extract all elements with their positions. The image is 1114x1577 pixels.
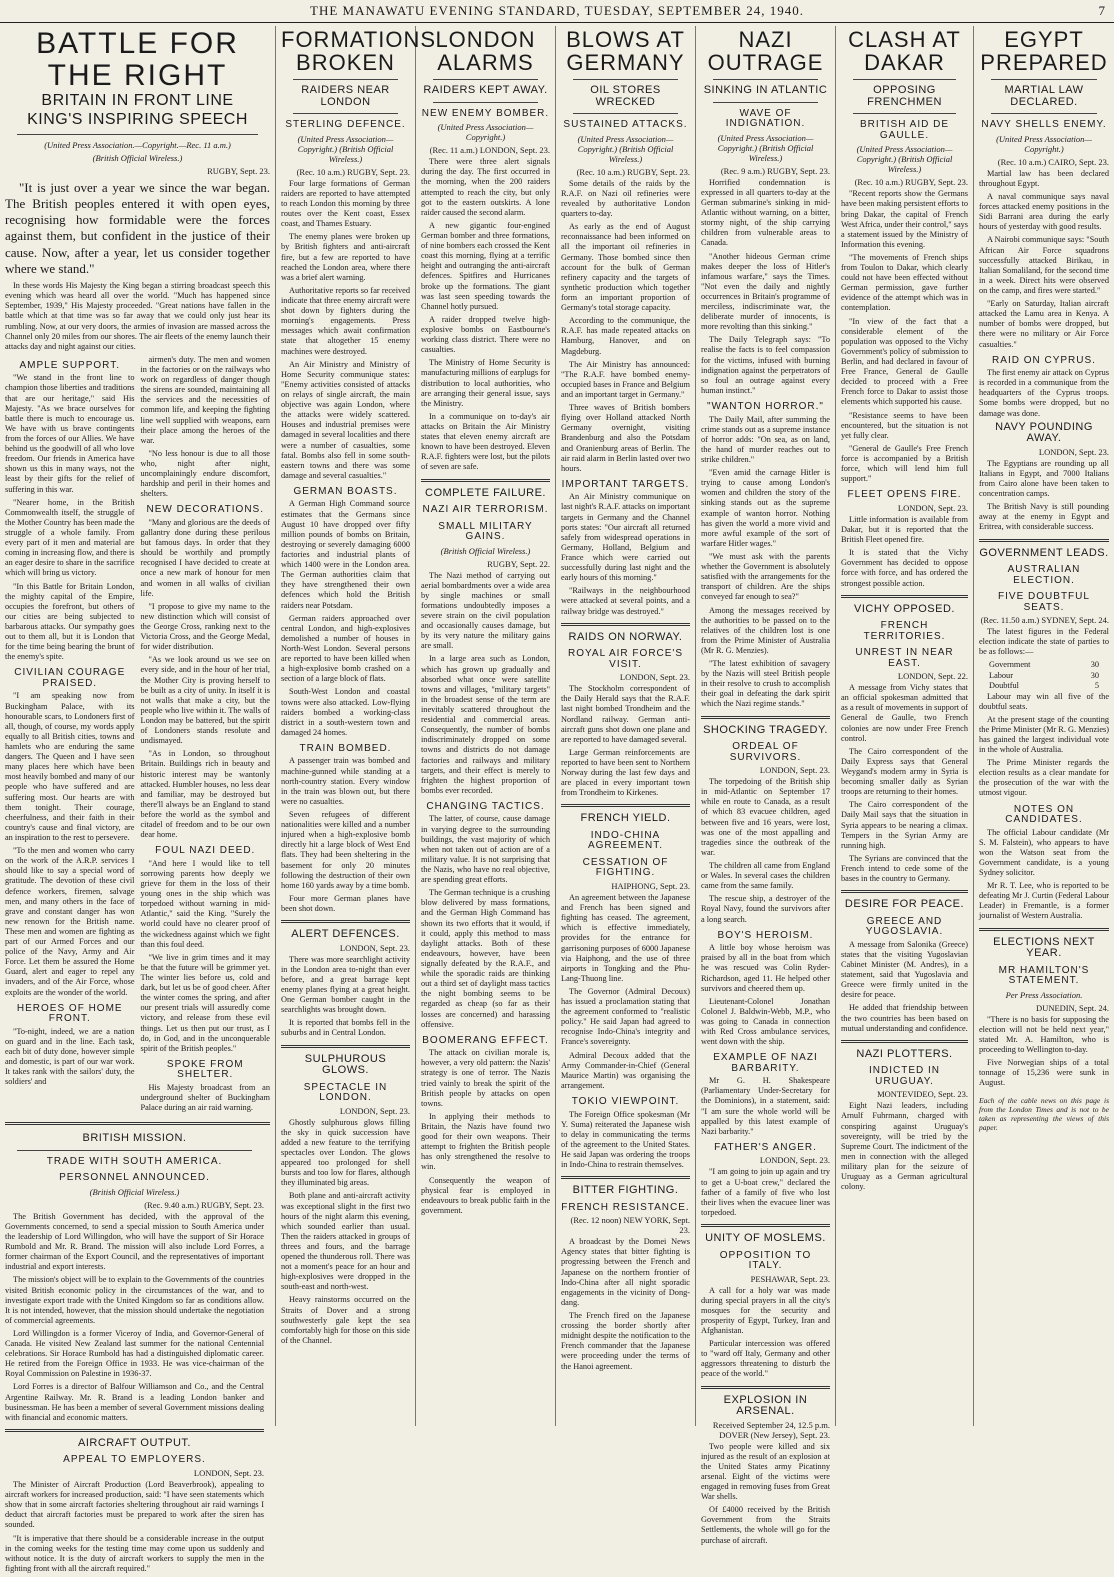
story-subheadline: OPPOSING FRENCHMEN: [867, 84, 942, 108]
article-paragraph: "Another hideous German crime makes deeper the loss of Hitler's infamous warfare," says the Times. "Not even the daily and nightly occurrences in Britain's programme of merciless, indiscriminate war, the deliberate murder of innocents, is more revolting than this sinking.": [701, 251, 830, 332]
section-subhead: RAID ON CYPRUS.: [992, 354, 1096, 366]
section-subhead: STERLING DEFENCE.: [285, 119, 406, 131]
article-paragraph: A broadcast by the Domei News Agency states that bitter fighting is progressing between the French and Japanese on the northern frontier of Indo-China after all night sporadic engagements in the vicinity of Dong-dang.: [561, 1237, 690, 1307]
article-paragraph: Ghostly sulphurous glows filling the sky in quick succession have added a new feature to the terrifying spectacles over London. The glows appeared too prolonged for shell bursts and too low for flares, although they illuminated big areas.: [281, 1117, 410, 1188]
section-subhead: OPPOSITION TO ITALY.: [719, 1249, 812, 1272]
table-row: [989, 671, 1099, 681]
section-subhead: GERMAN BOASTS.: [293, 485, 398, 497]
article-paragraph: A German High Command source estimates that the Germans since August 10 have dropped over fifty million pounds of bombs on Britain, destroying or severely damaging 6000 factories and industrial plants of which 1400 were in the London area. The German authorities claim that they have strengthened their own defences which hold the British raiders near Potsdam.: [281, 499, 410, 610]
article-paragraph: A message from Salonika (Greece) states that the visiting Yugoslavian Cabinet Minister (M. Andres), in a statement, said that Yugoslavia and Greece were firmly united in the desire for peace.: [841, 939, 968, 1000]
article-paragraph: A Nairobi communique says: "South African Air Force squadrons successfully attacked Birikau, in Italian Somaliland, for the second time in a week. Direct hits were observed on the camp, and fires were started.": [979, 235, 1109, 295]
article-paragraph: The French fired on the Japanese crossing the border shortly after midnight despite the notification to the French commander that the Japanese were proceeding under the terms of the Hanoi agreement.: [561, 1311, 690, 1371]
article-paragraph: It is stated that the Vichy Government has decided to oppose force with force, and has ordered the strongest possible action.: [841, 548, 968, 588]
dateline: LONDON, Sept. 23.: [339, 1105, 410, 1116]
section-subhead: HEROES OF HOME FRONT.: [16, 1002, 123, 1025]
story-headline: EXPLOSION IN ARSENAL.: [723, 1393, 808, 1418]
story-subheadline: RAIDERS NEAR LONDON: [301, 84, 390, 108]
article-paragraph: As early as the end of August reconnaissance had been informed on all the important oil refineries in Germany. Those bombed since then account for the bulk of German refinery capacity and the targets of synthetic production which together form an important proportion of Germany's total storage capacity.: [561, 222, 690, 313]
dateline: LONDON, Sept. 23.: [619, 672, 690, 683]
dateline: (Rec. 10 a.m.) CAIRO, Sept. 23.: [997, 156, 1109, 167]
article-paragraph: Seven refugees of different nationalities were killed and a number injured when a high-explosive bomb directly hit a large block of West End flats. They had been sheltering in the basement for only 20 minutes following the destruction of their own home 160 yards away by a time bomb.: [281, 810, 410, 890]
article-paragraph: The enemy planes were broken up by British fighters and anti-aircraft fire, but a few are reported to have reached the London area, where there was a brief alert warning.: [281, 232, 410, 282]
section-subhead: TRAIN BOMBED.: [299, 742, 392, 754]
row-value: 5: [1094, 681, 1099, 691]
article-paragraph: "We live in grim times and it may be that the future will be grimmer yet. The winter lies before us, cold and dark, but let us be of good cheer. After the winter comes the spring, and after our present trials will assuredly come victory, and release from these evil things. Let us then put our trust, as I do, in God, and in the unconquerable spirit of the British peoples.": [140, 952, 270, 1053]
article-paragraph: At the present stage of the counting the Prime Minister (Mr R. G. Menzies) has gained the largest individual vote in the whole of Australia.: [979, 714, 1109, 755]
story-headline: GOVERNMENT LEADS.: [979, 546, 1109, 559]
article-paragraph: A message from Vichy states that an official spokesman admitted that as a result of movements in support of General de Gaulle, two French colonies are now under Free French control.: [841, 683, 968, 743]
article-paragraph: The Daily Mail, after summing the crime stands out as a supreme instance of horror adds: "On sea, as on land, the hand of murder reaches out to strike children.": [701, 414, 830, 464]
divider: [841, 595, 968, 598]
section-subhead: EXAMPLE OF NAZI BARBARITY.: [713, 1052, 818, 1074]
article-paragraph: The Cairo correspondent of the Daily Express says that General Weygand's modern army in Syria is becoming smaller daily as Syrian troops are returning to their homes.: [841, 746, 968, 797]
divider: [293, 79, 398, 80]
article-paragraph: Admiral Decoux added that the Army Commander-in-Chief (General Maurice Martin) was organising the arrangement.: [561, 1050, 690, 1090]
section-subhead: WAVE OF INDIGNATION.: [725, 107, 806, 130]
divider: [701, 716, 830, 719]
section-subhead: PERSONNEL ANNOUNCED.: [59, 1172, 210, 1184]
article-paragraph: Four more German planes have been shot down.: [281, 893, 410, 913]
article-paragraph: The Air Ministry has announced: "The R.A.F. have bombed enemy-occupied bases in France and Belgium and an important target in Germany.": [561, 359, 690, 399]
section-subhead: SPECTACLE IN LONDON.: [303, 1081, 388, 1104]
lower-stories: [5, 1131, 270, 1577]
dateline: PESHAWAR, Sept. 23.: [750, 1273, 830, 1284]
article-paragraph: The mission's object will be to explain to the Governments of the countries visited British economic policy in the circumstances of the war, and to investigate export trade with the United Kingdom so far as conditions allow. It is not intended, however, that the mission should undertake the negotiation of commercial agreements.: [5, 1275, 264, 1325]
credit-line: Per Press Association.: [1005, 989, 1083, 1000]
story-headline: ELECTIONS NEXT YEAR.: [993, 935, 1095, 960]
masthead-title: THE MANAWATU EVENING STANDARD, TUESDAY, SEPTEMBER 24, 1940.: [310, 3, 804, 18]
lead-headline: BATTLE FOR THE RIGHT: [36, 27, 239, 92]
divider: [979, 539, 1109, 542]
dateline: MONTEVIDEO, Sept. 23.: [877, 1089, 968, 1100]
article-paragraph: Four large formations of German raiders are reported to have attempted to reach London this morning by three routes over the Kent coast, Essex coast, and Thames Estuary.: [281, 178, 410, 229]
article-paragraph: In applying their methods to Britain, the Nazis have found two good for their own weapons. Their attempt to frighten the British people has only strengthened the resolve to win.: [421, 1111, 550, 1172]
story-headline: AIRCRAFT OUTPUT.: [78, 1436, 191, 1449]
divider: [561, 623, 690, 626]
article-paragraph: "I am going to join up again and try to get a U-boat crew," declared the father of a family of five who lost their lives when the evacuee liner was torpedoed.: [701, 1167, 830, 1217]
section-subhead: GREECE AND YUGOSLAVIA.: [865, 915, 944, 938]
article-paragraph: "General de Gaulle's Free French force is accompanied by a British force, which will lend him full support.": [841, 443, 968, 484]
article-paragraph: An agreement between the Japanese and French has been signed and fighting has ceased. The agreement, which is effective immediately, provides for the entrance for garrisoning purposes of 6000 Japanese via Haiphong, and the use of three airports in Tongking and the Phu-Lang-Thuong line.: [561, 892, 690, 983]
body-subcolumn-right: [141, 355, 271, 1116]
story-headline: CLASH AT DAKAR: [848, 27, 961, 76]
dateline: LONDON, Sept. 23.: [897, 502, 968, 513]
story-subheadline: SINKING IN ATLANTIC: [703, 84, 828, 97]
section-subhead: NOTES ON CANDIDATES.: [1005, 803, 1083, 826]
state-of-parties-table: [979, 660, 1109, 691]
dateline: (Rec. 9.40 a.m.) RUGBY, Sept. 23.: [144, 1199, 264, 1210]
divider: [979, 928, 1109, 931]
article-paragraph: Among the messages received by the authorities to be passed on to the relatives of the children lost is one from the Prime Minister of Australia (Mr R. G. Menzies).: [701, 605, 830, 655]
story-headline: NAVY POUNDING AWAY.: [995, 420, 1093, 445]
story-headline: VICHY OPPOSED.: [854, 602, 955, 615]
dateline: HAIPHONG, Sept. 23.: [611, 880, 690, 891]
credit-line: (British Official Wireless.): [92, 152, 183, 163]
section-subhead: FOUL NAZI DEED.: [155, 845, 256, 857]
divider: [841, 1040, 968, 1043]
table-row: [989, 660, 1099, 670]
story-headline: NAZI PLOTTERS.: [856, 1047, 953, 1060]
row-label: Doubtful: [989, 681, 1019, 691]
divider: [991, 113, 1097, 114]
story-subheadline: MARTIAL LAW DECLARED.: [1004, 84, 1084, 108]
divider: [433, 79, 538, 80]
credit-line: (United Press Association—Copyright.): [996, 133, 1092, 154]
article-paragraph: The rescue ship, a destroyer of the Royal Navy, found the survivors after a long search.: [701, 894, 830, 924]
section-subhead: FIVE DOUBTFUL SEATS.: [998, 591, 1090, 613]
section-subhead: NEW ENEMY BOMBER.: [421, 107, 550, 119]
credit-line: (United Press Association—Copyright.) (British Official Wireless.): [577, 133, 674, 164]
section-subhead: TOKIO VIEWPOINT.: [571, 1096, 680, 1108]
article-paragraph: Five Norwegian ships of a total tonnage of 15,236 were sunk in August.: [979, 1058, 1109, 1088]
article-paragraph: Eight Nazi leaders, including Arnulf Fuhrmann, charged with conspiring against Uruguay's sovereignty, will be tried by the Supreme Court. The indictment of the men in connection with the alleged military plan for the seizure of Uruguay as a German agricultural colony.: [841, 1101, 968, 1192]
dateline: (Rec. 11.50 a.m.) SYDNEY, Sept. 24.: [980, 615, 1109, 626]
column-london-alarms: [416, 26, 556, 1426]
divider: [5, 1122, 270, 1125]
article-paragraph: An Air Ministry and Ministry of Home Security communique states: "Enemy activities consisted of attacks on relays of single aircraft, the main objective was again London, where the attacks were widely scattered. Houses and industrial premises were damaged in several localities and there were a number of casualties, some fatal. Bombs also fell in some south-eastern towns and there was some damage and several casualties.": [281, 359, 410, 480]
article-paragraph: Lord Forres is a director of Balfour Williamson and Co., and the Central Argentine Railway. Mr. R. Brand is a leading London banker and businessman. He has been a member of several Government missions dealing with financial and economic matters.: [5, 1382, 264, 1422]
article-paragraph: "Early on Saturday, Italian aircraft attacked the Lamu area in Kenya. A number of bombs were dropped, but there were no military or Air Force casualties.": [979, 299, 1109, 349]
article-paragraph: Two people were killed and six injured as the result of an explosion at the United States army Picatinny arsenal. Eight of the victims were engaged in removing fuses from Great War shells.: [701, 1441, 830, 1502]
article-paragraph: The attack on civilian morale is, however, a very old pattern: the Nazis' strategy is one of terror. The Nazis tried vainly to break the spirit of the British people by attacks on open towns.: [421, 1048, 550, 1108]
article-paragraph: A new gigantic four-engined German bomber and three formations, of nine bombers each crossed the Kent coast this morning, flying at a terrific height and outranging the anti-aircraft defences. Spitfires and Hurricanes broke up the formations. The giant was last seen speeding towards the Channel hotly pursued.: [421, 220, 550, 311]
article-paragraph: The Syrians are convinced that the French intend to cede some of the bases in the country to Germany.: [841, 853, 968, 884]
divider: [713, 79, 818, 80]
section-subhead: CHANGING TACTICS.: [426, 800, 545, 812]
divider: [17, 134, 258, 135]
article-paragraph: The Foreign Office spokesman (Mr Y. Suma) reiterated the Japanese wish to delay in communicating the terms of the agreement to the United States. He said Japan was ordering the troops in Indo-China to restrain themselves.: [561, 1109, 690, 1170]
article-paragraph: The official Labour candidate (Mr S. M. Falstein), who appears to have won the Watson seat from the Government candidate, is a young Sydney solicitor.: [979, 827, 1109, 878]
section-subhead: IMPORTANT TARGETS.: [561, 478, 690, 490]
section-subhead: FLEET OPENS FIRE.: [847, 489, 962, 501]
article-paragraph: Horrified condemnation is expressed in all quarters to-day at the German submarine's sinking in mid-Atlantic without warning, on a bitter, stormy night, of the ship carrying children from vulnerable areas to Canada.: [701, 177, 830, 248]
story-british-mission: [5, 1131, 264, 1577]
article-paragraph: The Stockholm correspondent of the Daily Herald says that the R.A.F. last night bombed Trondheim and the Nordland railway. German anti-aircraft guns shot down one plane and are reported to have damaged several.: [561, 684, 690, 744]
article-paragraph: The latter, of course, cause damage in varying degree to the surrounding buildings, the vast majority of which when not taken out of action are of a military value. It is not surprising that the Nazis, who have no real objective, are spending great efforts.: [421, 814, 550, 885]
article-paragraph: "I propose to give my name to the new distinction which will consist of the George Cross, ranking next to the Victoria Cross, and the George Medal, for wider distribution.: [140, 601, 270, 652]
article-paragraph: Mr G. H. Shakespeare (Parliamentary Under-Secretary for the Dominions), in a statement, said: "I am sure the whole world will be appalled by this latest example of Nazi barbarity.": [701, 1076, 830, 1136]
divider: [701, 1386, 830, 1389]
article-paragraph: "Railways in the neighbourhood were attacked at several points, and a railway bridge was destroyed.": [561, 586, 690, 616]
section-subhead: AUSTRALIAN ELECTION.: [1007, 564, 1081, 586]
column-lead-story: [0, 26, 276, 1573]
article-paragraph: A naval communique says naval forces attacked enemy positions in the Sidi Barrani area during the early hours of yesterday with good results.: [979, 192, 1109, 232]
credit-line: (United Press Association—Copyright.) (British Official Wireless.): [297, 133, 394, 164]
article-paragraph: An Air Ministry communique on last night's R.A.F. attacks on important targets in Germany and the Channel ports states: "Our aircraft all returned safely from widespread operations in Germany, Holland, Belgium and France which were carried out successfully during last night and the early hours of this morning.": [561, 492, 690, 583]
column-blows-at-germany: [556, 26, 696, 1426]
section-subhead: APPEAL TO EMPLOYERS.: [63, 1454, 206, 1466]
section-subhead: FATHER'S ANGER.: [714, 1141, 817, 1153]
article-paragraph: "The movements of French ships from Toulon to Dakar, which clearly could not have been effected without German permission, gave further evidence of the attempt which was in contemplation.: [841, 252, 968, 313]
article-paragraph: "In view of the fact that a considerable element of the population was opposed to the Vichy Government's policy of submission to Berlin, and had declared in favour of Free France, General de Gaulle decided to proceed with a Free French force to Dakar to assist those elements which supported his cause.: [841, 316, 968, 407]
divider: [841, 890, 968, 893]
article-paragraph: "In this Battle for Britain London, the mighty capital of the Empire, occupies the forefront, but others of our cities are being subjected to barbarous attacks. Our sympathy goes out to them all, but it is London that for the time being bearing the brunt of the enemy's spite.: [5, 581, 135, 662]
column-formations-broken: [276, 26, 437, 1426]
article-paragraph: The latest figures in the Federal election indicate the state of parties to be as follows:—: [979, 627, 1109, 657]
divider: [713, 102, 818, 103]
story-headline: SHOCKING TRAGEDY.: [703, 723, 828, 736]
dateline: DUNEDIN, Sept. 24.: [1036, 1002, 1109, 1013]
row-value: 30: [1090, 670, 1099, 680]
article-paragraph: In a communique on to-day's air attacks on Britain the Air Ministry states that eleven enemy aircraft are known to have been destroyed. Eleven R.A.F. fighters were lost, but the pilots of seven are safe.: [421, 411, 550, 472]
masthead: [0, 0, 1114, 23]
row-label: Labour: [989, 670, 1013, 680]
article-paragraph: The Governor (Admiral Decoux) has issued a proclamation stating that the agreement conformed to "realistic policy." He said Japan had agreed to recognise Indo-China's integrity and France's sovereignty.: [561, 986, 690, 1047]
story-headline: SULPHUROUS GLOWS.: [304, 1052, 387, 1077]
story-headline: UNITY OF MOSLEMS.: [705, 1231, 826, 1244]
table-row: [989, 681, 1099, 691]
section-subhead: NAVY SHELLS ENEMY.: [981, 119, 1107, 131]
section-subhead: CESSATION OF FIGHTING.: [582, 856, 669, 879]
article-paragraph: The Daily Telegraph says: "To realise the facts is to feel compassion for the victims, infused with burning indignation against the perpetrators of so foul an outrage against every human instinct.": [701, 335, 830, 395]
section-subhead: TRADE WITH SOUTH AMERICA.: [46, 1155, 223, 1167]
divider: [5, 1429, 264, 1432]
credit-line: (United Press Association.—Copyright.—Rec. 11 a.m.): [44, 139, 231, 150]
article-paragraph: The Egyptians are rounding up all Italians in Egypt, and 7000 Italians from Cairo alone have been taken to concentration camps.: [979, 458, 1109, 499]
story-headline: ALERT DEFENCES.: [291, 928, 400, 941]
credit-line: (United Press Association—Copyright.): [437, 122, 534, 143]
section-subhead: MR HAMILTON'S STATEMENT.: [998, 964, 1090, 987]
article-paragraph: airmen's duty. The men and women in the factories or on the railways who work on regardless of danger though the sirens are sounded, maintaining all the services and the necessities of common life, and keeping the fighting line well supplied with weapons, earn their place among the heroes of the war.: [140, 354, 270, 445]
article-paragraph: "No less honour is due to all those who, night after night, uncomplainingly endure discomfort, hardship and peril in their homes and shelters.: [140, 448, 270, 499]
article-paragraph: It is reported that bombs fell in the suburbs and in Central London.: [281, 1018, 410, 1038]
column-egypt-prepared: [974, 26, 1114, 1426]
divider: [281, 1045, 410, 1048]
article-paragraph: "The latest exhibition of savagery by the Nazis will steel British people in their resolve to crush to accomplish their goal in defeating the dark spirit which the Nazi regime stands.": [701, 659, 830, 709]
column-clash-at-dakar: [836, 26, 974, 1426]
article-paragraph: A little boy whose heroism was praised by all in the boat from which he was rescued was Colin Ryder-Richardson, aged 11. He helped other survivors and cheered them up.: [701, 943, 830, 993]
section-subhead: FRENCH TERRITORIES.: [863, 620, 946, 642]
article-paragraph: "I am speaking now from Buckingham Palace, with its honourable scars, to Londoners first of all, though, of course, my words apply equally to all British cities, towns and hamlets who are enduring the same dangers. The Queen and I have seen many places here which have been most heavily bombed and many of our people who have suffered and are suffering most. Our hearts are with them tonight. Their courage, cheerfulness, and their faith in their country's cause and final victory, are an inspiration to the rest to persevere.: [5, 691, 135, 842]
divider: [281, 920, 410, 923]
section-subhead: ORDEAL OF SURVIVORS.: [729, 741, 802, 763]
dateline: LONDON, Sept. 23.: [339, 942, 410, 953]
article-paragraph: The British Navy is still pounding away at the enemy in Egypt and Eritrea, with considerable success.: [979, 502, 1109, 532]
dateline: LONDON, Sept. 23.: [193, 1467, 264, 1478]
dateline: RUGBY, Sept. 22.: [487, 558, 550, 569]
divider: [991, 79, 1097, 80]
divider: [853, 79, 956, 80]
article-paragraph: "Recent reports show the Germans have been making persistent efforts to bring Dakar, the capital of French West Africa, under their control," says a statement issued by the Ministry of Information this evening.: [841, 189, 968, 249]
article-paragraph: "We stand in the front line to champion those liberties and traditions that are our heritage," said His Majesty. "As we brace ourselves for battle there is much to encourage us. We have with us brave contingents from the forces of our Allies. We have behind us the goodwill of all who love freedom. Our friends in America have shown us this in many ways, not the least by their gifts for the relief of suffering in this war.: [5, 373, 135, 494]
section-subhead: SPOKE FROM SHELTER.: [166, 1058, 244, 1081]
story-headline: DESIRE FOR PEACE.: [844, 898, 965, 911]
article-paragraph: "There is no basis for supposing the election will not be held next year," stated Mr. A. Hamilton, who is proceeding to Wellington to-day.: [979, 1014, 1109, 1054]
divider: [293, 113, 398, 114]
article-paragraph: Mr R. T. Lee, who is reported to be defeating Mr J. Curtin (Federal Labour Leader) in Fremantle, is a former journalist of Western Australia.: [979, 881, 1109, 921]
article-paragraph: Lieutenant-Colonel Jonathan Colonel J. Baldwin-Webb, M.P., who was going to Canada in connection with Red Cross ambulance services, went down with the ship.: [701, 996, 830, 1047]
column-nazi-outrage: [696, 26, 836, 1545]
divider: [573, 79, 678, 80]
article-paragraph: In these words His Majesty the King began a stirring broadcast speech this evening which was heard all over the world. "Much has happened since September, 1939," His Majesty proceeded. "Great nations have fallen in the battle which at that time was so far away that we could only just hear its rumbling. Now, at our very doors, the armies of invasion are massed across the Channel only 20 miles from our shores. The air fleets of the enemy launch their attacks day and night against our cities.: [5, 281, 270, 351]
divider: [433, 102, 538, 103]
body-subcolumn-left: [5, 355, 135, 1116]
lead-paragraph: "It is just over a year we since the war began. The British peoples entered it with open eyes, recognising how formidable were the forces against them, but confident in the justice of their cause. Now, after a year, let us consider together where we stand.": [5, 179, 270, 276]
article-paragraph: "To the men and women who carry on the work of the A.R.P. services I should like to say a special word of gratitude. The devotion of these civil defence workers, firemen, salvage men, and many others in the face of grave and constant danger has won new renown for the British name. These men and women are fighting as part of our Armed Forces and our police of the Navy, Army and Air Force. Let them be assured the Home Guard, alert and eager to repel any invaders, and of the Air Force, whose exploits are the wonder of the world.: [5, 846, 135, 997]
section-subhead: UNREST IN NEAR EAST.: [855, 647, 954, 669]
article-paragraph: South-West London and coastal towns were also attacked. Low-flying raiders bombed a working-class district in a south-western town and damaged 24 homes.: [281, 687, 410, 737]
article-paragraph: Three waves of British bombers flying over Holland attacked North Germany overnight, visiting Brandenburg and also the Potsdam and Oranienburg areas of Berlin. The air raid alarm in Berlin lasted over two hours.: [561, 403, 690, 473]
article-paragraph: A raider dropped twelve high-explosive bombs on Eastbourne's working class district. There were no casualties.: [421, 314, 550, 355]
article-paragraph: "To-night, indeed, we are a nation on guard and in the line. Each task, each bit of duty done, however simple and domestic, is part of our war work. It takes rank with the sailors' duty, the soldiers' and: [5, 1026, 135, 1087]
section-subhead: ROYAL AIR FORCE'S VISIT.: [567, 648, 684, 670]
section-subhead: BRITISH AID DE GAULLE.: [859, 119, 949, 141]
article-paragraph: A passenger train was bombed and machine-gunned while standing at a north-country station. Every window in the train was blown out, but there were no casualties.: [281, 756, 410, 806]
article-paragraph: The Prime Minister regards the election results as a clear mandate for the prosecution of the war with the utmost vigour.: [979, 758, 1109, 798]
dateline: (Rec. 10 a.m.) RUGBY, Sept. 23.: [296, 166, 410, 177]
dateline: LONDON, Sept. 22.: [897, 671, 968, 682]
credit-line: (British Official Wireless.): [440, 545, 531, 556]
editorial-note: Each of the cable news on this page is from the London Times and is not to be taken as representing the views of this paper.: [979, 1095, 1109, 1132]
article-paragraph: Lord Willingdon is a former Viceroy of India, and Governor-General of Canada. He visited New Zealand last summer for the national Centennial celebrations. Sir Horace Rumbold has had a distinguished diplomatic career. He retired from the Foreign Office in 1933. He was vice-chairman of the Royal Commission on Palestine in 1936-37.: [5, 1328, 264, 1379]
article-paragraph: The Minister of Aircraft Production (Lord Beaverbrook), appealing to aircraft workers for increased production, said: "I have seen statements which show that in some aircraft factories sheltering throughout air raid warnings I deduct that aircraft factories must be prepared to work after the siren has sounded.: [5, 1479, 264, 1530]
section-subhead: AMPLE SUPPORT.: [19, 359, 120, 371]
article-paragraph: Both plane and anti-aircraft activity was exceptional slight in the first two hours of the night alarm this evening, which sounded earlier than usual. Then the raiders attacked in groups of threes and fours, and the barrage opened the thunderous roll. There was not a moment's peace for an hour and high-explosives were dropped in the south-east and north-west.: [281, 1191, 410, 1292]
row-value: 30: [1090, 660, 1099, 670]
story-headline: NAZI OUTRAGE: [707, 27, 824, 76]
article-paragraph: The torpedoing of the British ship in mid-Atlantic on September 17 while en route to Canada, as a result of which 83 evacuee children, aged between five and 16 years, were lost, was one of the most appalling and tragedies since the outbreak of the war.: [701, 777, 830, 857]
dateline: (Rec. 10 a.m.) RUGBY, Sept. 23.: [576, 166, 690, 177]
article-paragraph: A call for a holy war was made during special prayers in all the city's mosques for the security and prosperity of Egypt, Turkey, Iran and Afghanistan.: [701, 1285, 830, 1335]
article-paragraph: He added that friendship between the two countries has been based on mutual understanding and confidence.: [841, 1003, 968, 1033]
article-paragraph: Particular intercession was offered to "ward off Italy, Germany and other aggressors threatening to disturb the peace of the world.": [701, 1339, 830, 1379]
article-paragraph: There were three alert signals during the day. The first occurred in the morning, when the 200 raiders attempted to reach the city, but only got to the eastern outskirts. A lone raider caused the second alarm.: [421, 157, 550, 217]
dateline: LONDON, Sept. 23.: [759, 1155, 830, 1166]
section-subhead: CIVILIAN COURAGE PRAISED.: [14, 667, 126, 689]
article-paragraph: "As we look around us we see on every side, and in the hour of her trial, the Mother City is proving herself to be built as a city of unity. In itself it is not walls that make a city, but the people who live within it. The walls of London may be battered, but the spirit of Londoners stands resolute and undismayed.: [140, 655, 270, 746]
article-paragraph: "Many and glorious are the deeds of gallantry done during these perilous but famous days. In order that they should be worthily and promptly recognised I have decided to create at once a new mark of honour for men and women in all walks of civilian life.: [140, 517, 270, 598]
section-subhead: NAZI AIR TERRORISM.: [422, 504, 549, 516]
section-subhead: INDO-CHINA AGREEMENT.: [587, 829, 663, 852]
dateline: RUGBY, Sept. 23.: [207, 165, 270, 176]
article-paragraph: According to the communique, the R.A.F. has made repeated attacks on Hamburg, Hanover, and on Magdeburg.: [561, 316, 690, 356]
dateline: LONDON, Sept. 23.: [1038, 446, 1109, 457]
article-paragraph: Martial law has been declared throughout Egypt.: [979, 168, 1109, 188]
article-paragraph: His Majesty broadcast from an underground shelter of Buckingham Palace during an air raid warning.: [140, 1082, 270, 1113]
divider: [573, 113, 678, 114]
credit-line: (British Official Wireless.): [89, 1186, 180, 1197]
article-paragraph: In a large area such as London, which has grown up gradually and absorbed what once were satellite towns and villages, "military targets" in the broadest sense of the term are inevitably scattered throughout the residential and commercial areas. Consequently, the number of bombs indiscriminately dropped on some towns and districts do not damage factories and railways and military targets, and their effect is merely to frighten the highest proportion of bombs ever recorded.: [421, 654, 550, 795]
divider: [17, 1150, 252, 1151]
story-headline: FORMATIONS BROKEN: [281, 27, 437, 76]
article-paragraph: "Nearer home, in the British Commonwealth itself, the struggle of the Mother Country has been made the struggle of a whole family. From every part of it men and material are coming in increasing flow, and there is an eager desire to share in the sacrifice which will bring us victory.: [5, 497, 135, 578]
credit-line: (United Press Association—Copyright.) (British Official Wireless.): [856, 144, 953, 175]
section-subhead: BOOMERANG EFFECT.: [422, 1034, 549, 1046]
dateline: (Rec. 9 a.m.) RUGBY, Sept. 23.: [720, 165, 830, 176]
article-paragraph: The Nazi method of carrying out aerial bombardments over a wide area by single machines or small formations undoubtedly imposes a severe strain on the civil population and occasionally causes damage, but by its very nature the military gains are small.: [421, 570, 550, 651]
article-paragraph: Consequently the weapon of physical fear is employed in endeavours to break public faith in the government.: [421, 1175, 550, 1215]
article-paragraph: "It is imperative that there should be a considerable increase in the output in the coming weeks for the testing time may come upon us suddenly and without notice. It is the duty of aircraft workers to supply the men in the fighting front with all the aircraft required.": [5, 1533, 264, 1573]
article-paragraph: The children all came from England or Wales. In several cases the children came from the same family.: [701, 861, 830, 891]
section-subhead: FRENCH RESISTANCE.: [561, 1201, 690, 1213]
section-subhead: SUSTAINED ATTACKS.: [563, 119, 688, 131]
article-paragraph: The Ministry of Home Security is manufacturing millions of earplugs for distribution to local authorities, who are arranging their general issue, says the Ministry.: [421, 358, 550, 408]
article-paragraph: The British Government has decided, with the approval of the Governments concerned, to send a special mission to South America under the leadership of Lord Willingdon, who will have the support of Sir Horace Rumbold and Mr. R. Brand. The mission will also include Lord Forres, a former chairman of the Export Council, and the representatives of important industrial and export interests.: [5, 1211, 264, 1272]
article-paragraph: "Resistance seems to have been encountered, but the situation is not yet fully clear.: [841, 410, 968, 440]
credit-line: (United Press Association—Copyright.) (British Official Wireless.): [717, 132, 814, 163]
story-headline: LONDON ALARMS: [435, 27, 536, 76]
section-subhead: SMALL MILITARY GAINS.: [438, 520, 533, 543]
article-paragraph: Some details of the raids by the R.A.F. on Nazi oil refineries were revealed by authoritative London quarters to-day.: [561, 178, 690, 219]
dateline: LONDON, Sept. 23.: [759, 765, 830, 776]
divider: [561, 804, 690, 807]
story-headline: BLOWS AT GERMANY: [566, 27, 685, 76]
article-paragraph: Little information is available from Dakar, but it is reported that the British Fleet opened fire.: [841, 514, 968, 545]
story-headline: RAIDS ON NORWAY.: [568, 630, 683, 643]
story-headline: EGYPT PREPARED: [980, 27, 1108, 76]
article-paragraph: The German technique is a crushing blow delivered by mass formations, and the German High Command has shown its two efforts that it would, if it could, apply this method to mass daylight attacks. Both of these endeavours, however, have been signally defeated by the R.A.F., and while the sporadic raids are thinking out a third set of daylight mass tactics the night bombing seems to be regarded as cheap (so far as their losses are concerned) and harassing offensive.: [421, 888, 550, 1029]
article-paragraph: The Cairo correspondent of the Daily Mail says that the situation in Syria appears to be nearing a climax. Tempers in the Syrian Army are running high.: [841, 800, 968, 850]
lead-subheadline-2: KING'S INSPIRING SPEECH: [27, 110, 248, 128]
article-paragraph: "And here I would like to tell sorrowing parents how deeply we grieve for them in the loss of their young ones in the ship which was torpedoed without warning in mid-Atlantic," said the King. "Surely the world could have no clearer proof of the wickedness against which we fight than this foul deed.: [140, 858, 270, 949]
dateline: (Rec. 10 a.m.) RUGBY, Sept. 23.: [854, 177, 968, 188]
article-paragraph: "As in London, so throughout Britain. Buildings rich in beauty and historic interest may be wantonly attacked. Humbler houses, no less dear and familiar, may be destroyed but there'll always be an England to stand before the world as the symbol and citadel of freedom and to be our own dear home.: [140, 749, 270, 840]
page-number: 7: [1098, 3, 1106, 18]
article-paragraph: There was more searchlight activity in the London area to-night than ever before, and a great barrage kept enemy planes flying at a great height. One German bomber caught in the searchlights was brought down.: [281, 954, 410, 1015]
section-subhead: NEW DECORATIONS.: [146, 504, 264, 516]
dateline: (Rec. 11 a.m.) LONDON, Sept. 23.: [429, 145, 550, 156]
story-subheadline: RAIDERS KEPT AWAY.: [423, 84, 548, 97]
story-headline: BRITISH MISSION.: [82, 1132, 187, 1145]
article-paragraph: German raiders approached over central London, and high-explosives demolished a number of houses in North-West London. Several persons are reported to have been killed when a high-explosive bomb crashed on a section of a large block of flats.: [281, 613, 410, 684]
two-column-body: [5, 355, 270, 1116]
article-paragraph: Of £4000 received by the British Government from the Straits Settlements, the whole will go for the purchase of aircraft.: [701, 1505, 830, 1545]
section-subhead: INDICTED IN URUGUAY.: [869, 1065, 940, 1087]
section-subhead: "WANTON HORROR.": [707, 401, 824, 413]
article-paragraph: "Even amid the carnage Hitler is trying to cause among London's women and children the story of the sinking stands out as the supreme example of wanton horror. Nothing has given the world a more vivid and more awful example of the sort of warfare Hitler wages.": [701, 468, 830, 548]
story-headline: COMPLETE FAILURE.: [425, 486, 546, 499]
divider: [561, 1176, 690, 1179]
article-paragraph: Labour may win all five of the doubtful seats.: [979, 691, 1109, 711]
row-label: Government: [989, 660, 1031, 670]
article-paragraph: The first enemy air attack on Cyprus is recorded in a communique from the headquarters of the Cyprus troops. Some bombs were dropped, but no damage was done.: [979, 368, 1109, 418]
dateline: Received September 24, 12.5 p.m. DOVER (New Jersey), Sept. 23.: [712, 1419, 830, 1440]
article-paragraph: Authoritative reports so far received indicate that three enemy aircraft were shot down by fighters during the morning's engagements. Press messages which await confirmation state that altogether 15 enemy machines were destroyed.: [281, 285, 410, 356]
dateline: (Rec. 12 noon) NEW YORK, Sept. 23.: [570, 1215, 690, 1236]
story-headline: FRENCH YIELD.: [580, 812, 671, 825]
section-subhead: BOY'S HEROISM.: [717, 929, 814, 941]
article-paragraph: Large German reinforcements are reported to have been sent to Northern Norway during the last few days and are placed in every important town from Trondheim to Kirkenes.: [561, 747, 690, 798]
divider: [853, 113, 956, 114]
article-paragraph: Heavy rainstorms occurred on the Straits of Dover and a strong southwesterly gale kept the sea comfortably high for those on this side of the Channel.: [281, 1295, 410, 1345]
story-subheadline: OIL STORES WRECKED: [590, 84, 661, 108]
divider: [701, 1224, 830, 1227]
divider: [421, 479, 550, 482]
lead-subheadline-1: BRITAIN IN FRONT LINE: [41, 92, 234, 109]
story-headline: BITTER FIGHTING.: [572, 1184, 679, 1197]
article-paragraph: "We must ask with the parents whether the Government is absolutely satisfied with the arrangements for the transport of children. Are the ships conveyed far enough to sea?": [701, 551, 830, 602]
